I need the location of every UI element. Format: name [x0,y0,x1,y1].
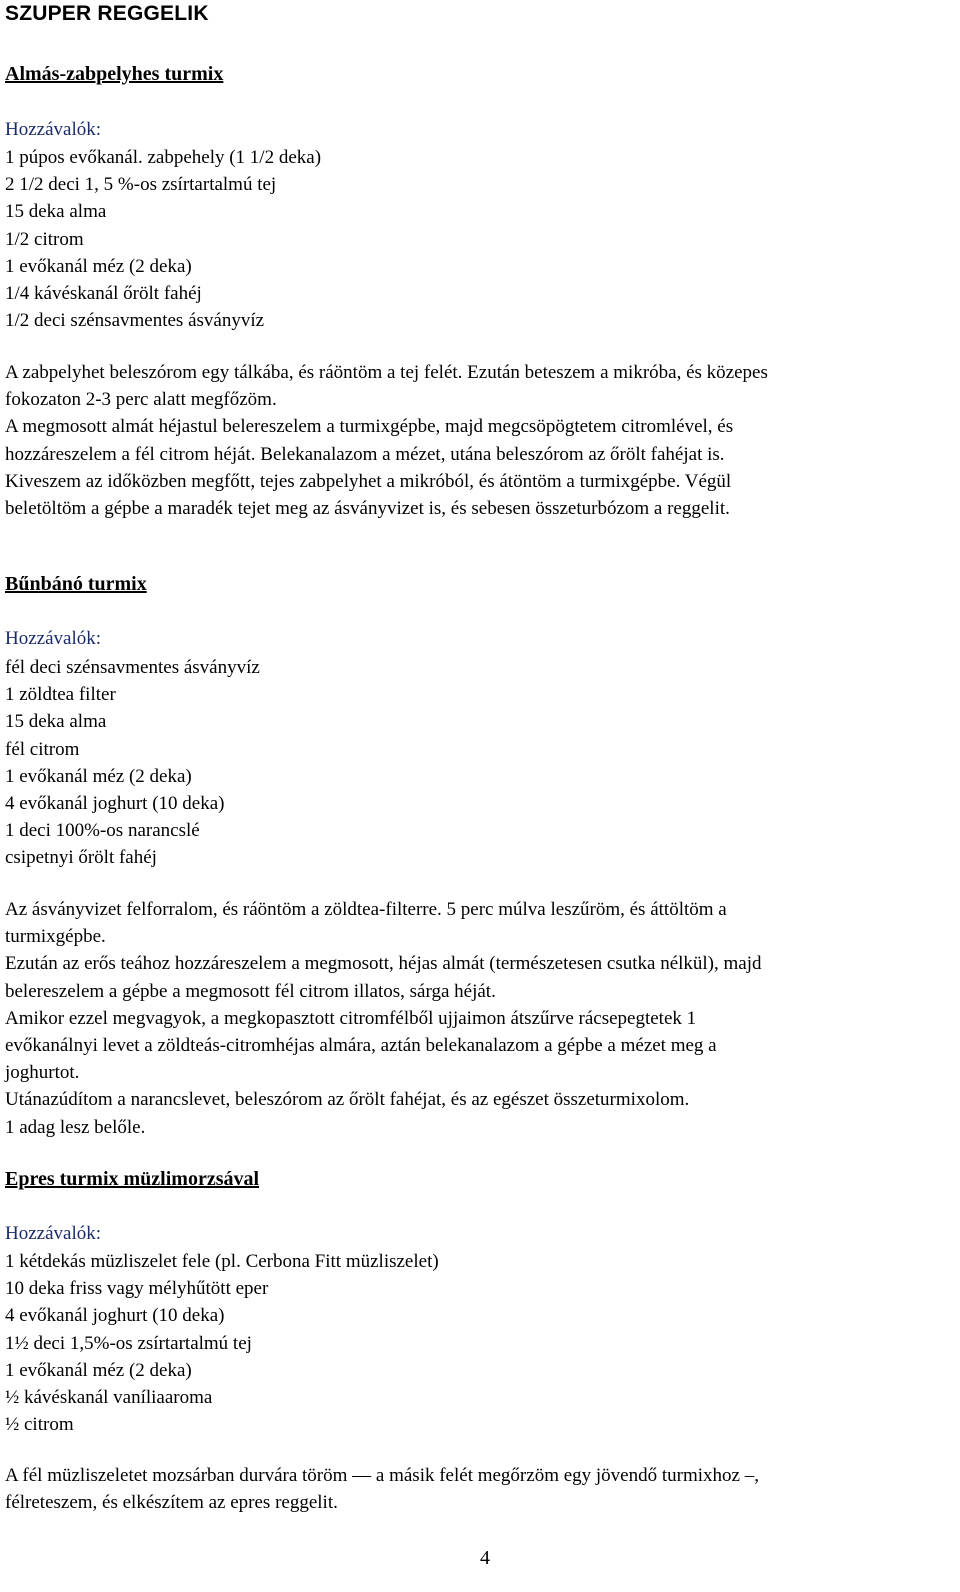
ingredient: 1 evőkanál méz (2 deka) [5,1359,192,1381]
ingredient: 1 zöldtea filter [5,684,116,706]
recipe-title: Bűnbánó turmix [5,573,147,595]
instruction-line: hozzáreszelem a fél citrom héját. Belekanalazom a mézet, utána beleszórom az őrölt fahéjat is. [5,443,725,465]
instruction-line: fokozaton 2-3 perc alatt megfőzöm. [5,389,277,411]
instruction-line: Kiveszem az időközben megfőtt, tejes zabpelyhet a mikróból, és átöntöm a turmixgépbe. Végül [5,470,732,492]
instruction-line: evőkanálnyi levet a zöldteás-citromhéjas almára, aztán belekanalazom a gépbe a mézet meg a [5,1035,717,1057]
ingredient: 1 evőkanál méz (2 deka) [5,765,192,787]
ingredient: 1 evőkanál méz (2 deka) [5,255,192,277]
recipe-title: Almás-zabpelyhes turmix [5,63,224,85]
instruction-line: A fél müzliszeletet mozsárban durvára töröm — a másik felét megőrzöm egy jövendő turmixhoz –, [5,1465,759,1486]
instruction-line: Utánazúdítom a narancslevet, beleszórom az őrölt fahéjat, és az egészet összeturmixolom. [5,1089,690,1111]
ingredient: 1/2 deci szénsavmentes ásványvíz [5,310,265,332]
ingredient: fél citrom [5,738,80,760]
ingredient: fél deci szénsavmentes ásványvíz [5,657,260,678]
instructions [5,1462,950,1516]
recipe-title: Epres turmix müzlimorzsával [5,1168,260,1190]
ingredients-list [5,1248,439,1438]
ingredient: 1/4 kávéskanál őrölt fahéj [5,283,202,305]
ingredient: ½ kávéskanál vaníliaaroma [5,1387,213,1409]
ingredient: 15 deka alma [5,201,107,223]
instructions [5,359,950,522]
instruction-line: A megmosott almát héjastul belereszelem a turmixgépbe, majd megcsöpögtetem citromlével, és [5,416,734,438]
instruction-line: beletöltöm a gépbe a maradék tejet meg az ásványvizet is, és sebesen összeturbózom a reggelit. [5,498,730,520]
ingredients-heading: Hozzávalók: [5,119,102,140]
ingredient: 4 evőkanál joghurt (10 deka) [5,1305,225,1327]
instruction-line: A zabpelyhet beleszórom egy tálkába, és ráöntöm a tej felét. Ezután beteszem a mikróba, és közepes [5,362,768,383]
ingredient: 1 kétdekás müzliszelet fele (pl. Cerbona Fitt müzliszelet) [5,1251,439,1272]
ingredient: csipetnyi őrölt fahéj [5,847,157,869]
instruction-line: 1 adag lesz belőle. [5,1116,146,1138]
instruction-line: turmixgépbe. [5,926,106,948]
ingredient: 1/2 citrom [5,228,84,250]
instruction-line: félreteszem, és elkészítem az epres reggelit. [5,1492,338,1514]
ingredients-list [5,144,321,334]
ingredients-heading: Hozzávalók: [5,628,102,649]
ingredients-list [5,654,260,872]
ingredient: 1 deci 100%-os narancslé [5,820,200,842]
ingredient: 2 1/2 deci 1, 5 %-os zsírtartalmú tej [5,174,277,196]
ingredients-heading: Hozzávalók: [5,1223,102,1244]
ingredient: 4 evőkanál joghurt (10 deka) [5,793,225,815]
instruction-line: joghurtot. [5,1062,80,1084]
instruction-line: Amikor ezzel megvagyok, a megkopasztott citromfélből ujjaimon átszűrve rácsepegtetek 1 [5,1007,697,1029]
page-number: 4 [480,1547,490,1569]
instruction-line: Az ásványvizet felforralom, és ráöntöm a zöldtea-filterre. 5 perc múlva leszűröm, és áttöltöm a [5,899,727,920]
ingredient: 10 deka friss vagy mélyhűtött eper [5,1278,269,1300]
instruction-line: Ezután az erős teához hozzáreszelem a megmosott, héjas almát (természetesen csutka nélkül), majd [5,953,762,975]
instruction-line: belereszelem a gépbe a megmosott fél citrom illatos, sárga héját. [5,980,496,1002]
page-title: SZUPER REGGELIK [5,2,209,25]
ingredient: 15 deka alma [5,711,107,733]
ingredient: 1 púpos evőkanál. zabpehely (1 1/2 deka) [5,147,322,168]
ingredient: ½ citrom [5,1414,74,1436]
instructions [5,896,950,1141]
ingredient: 1½ deci 1,5%-os zsírtartalmú tej [5,1332,252,1354]
